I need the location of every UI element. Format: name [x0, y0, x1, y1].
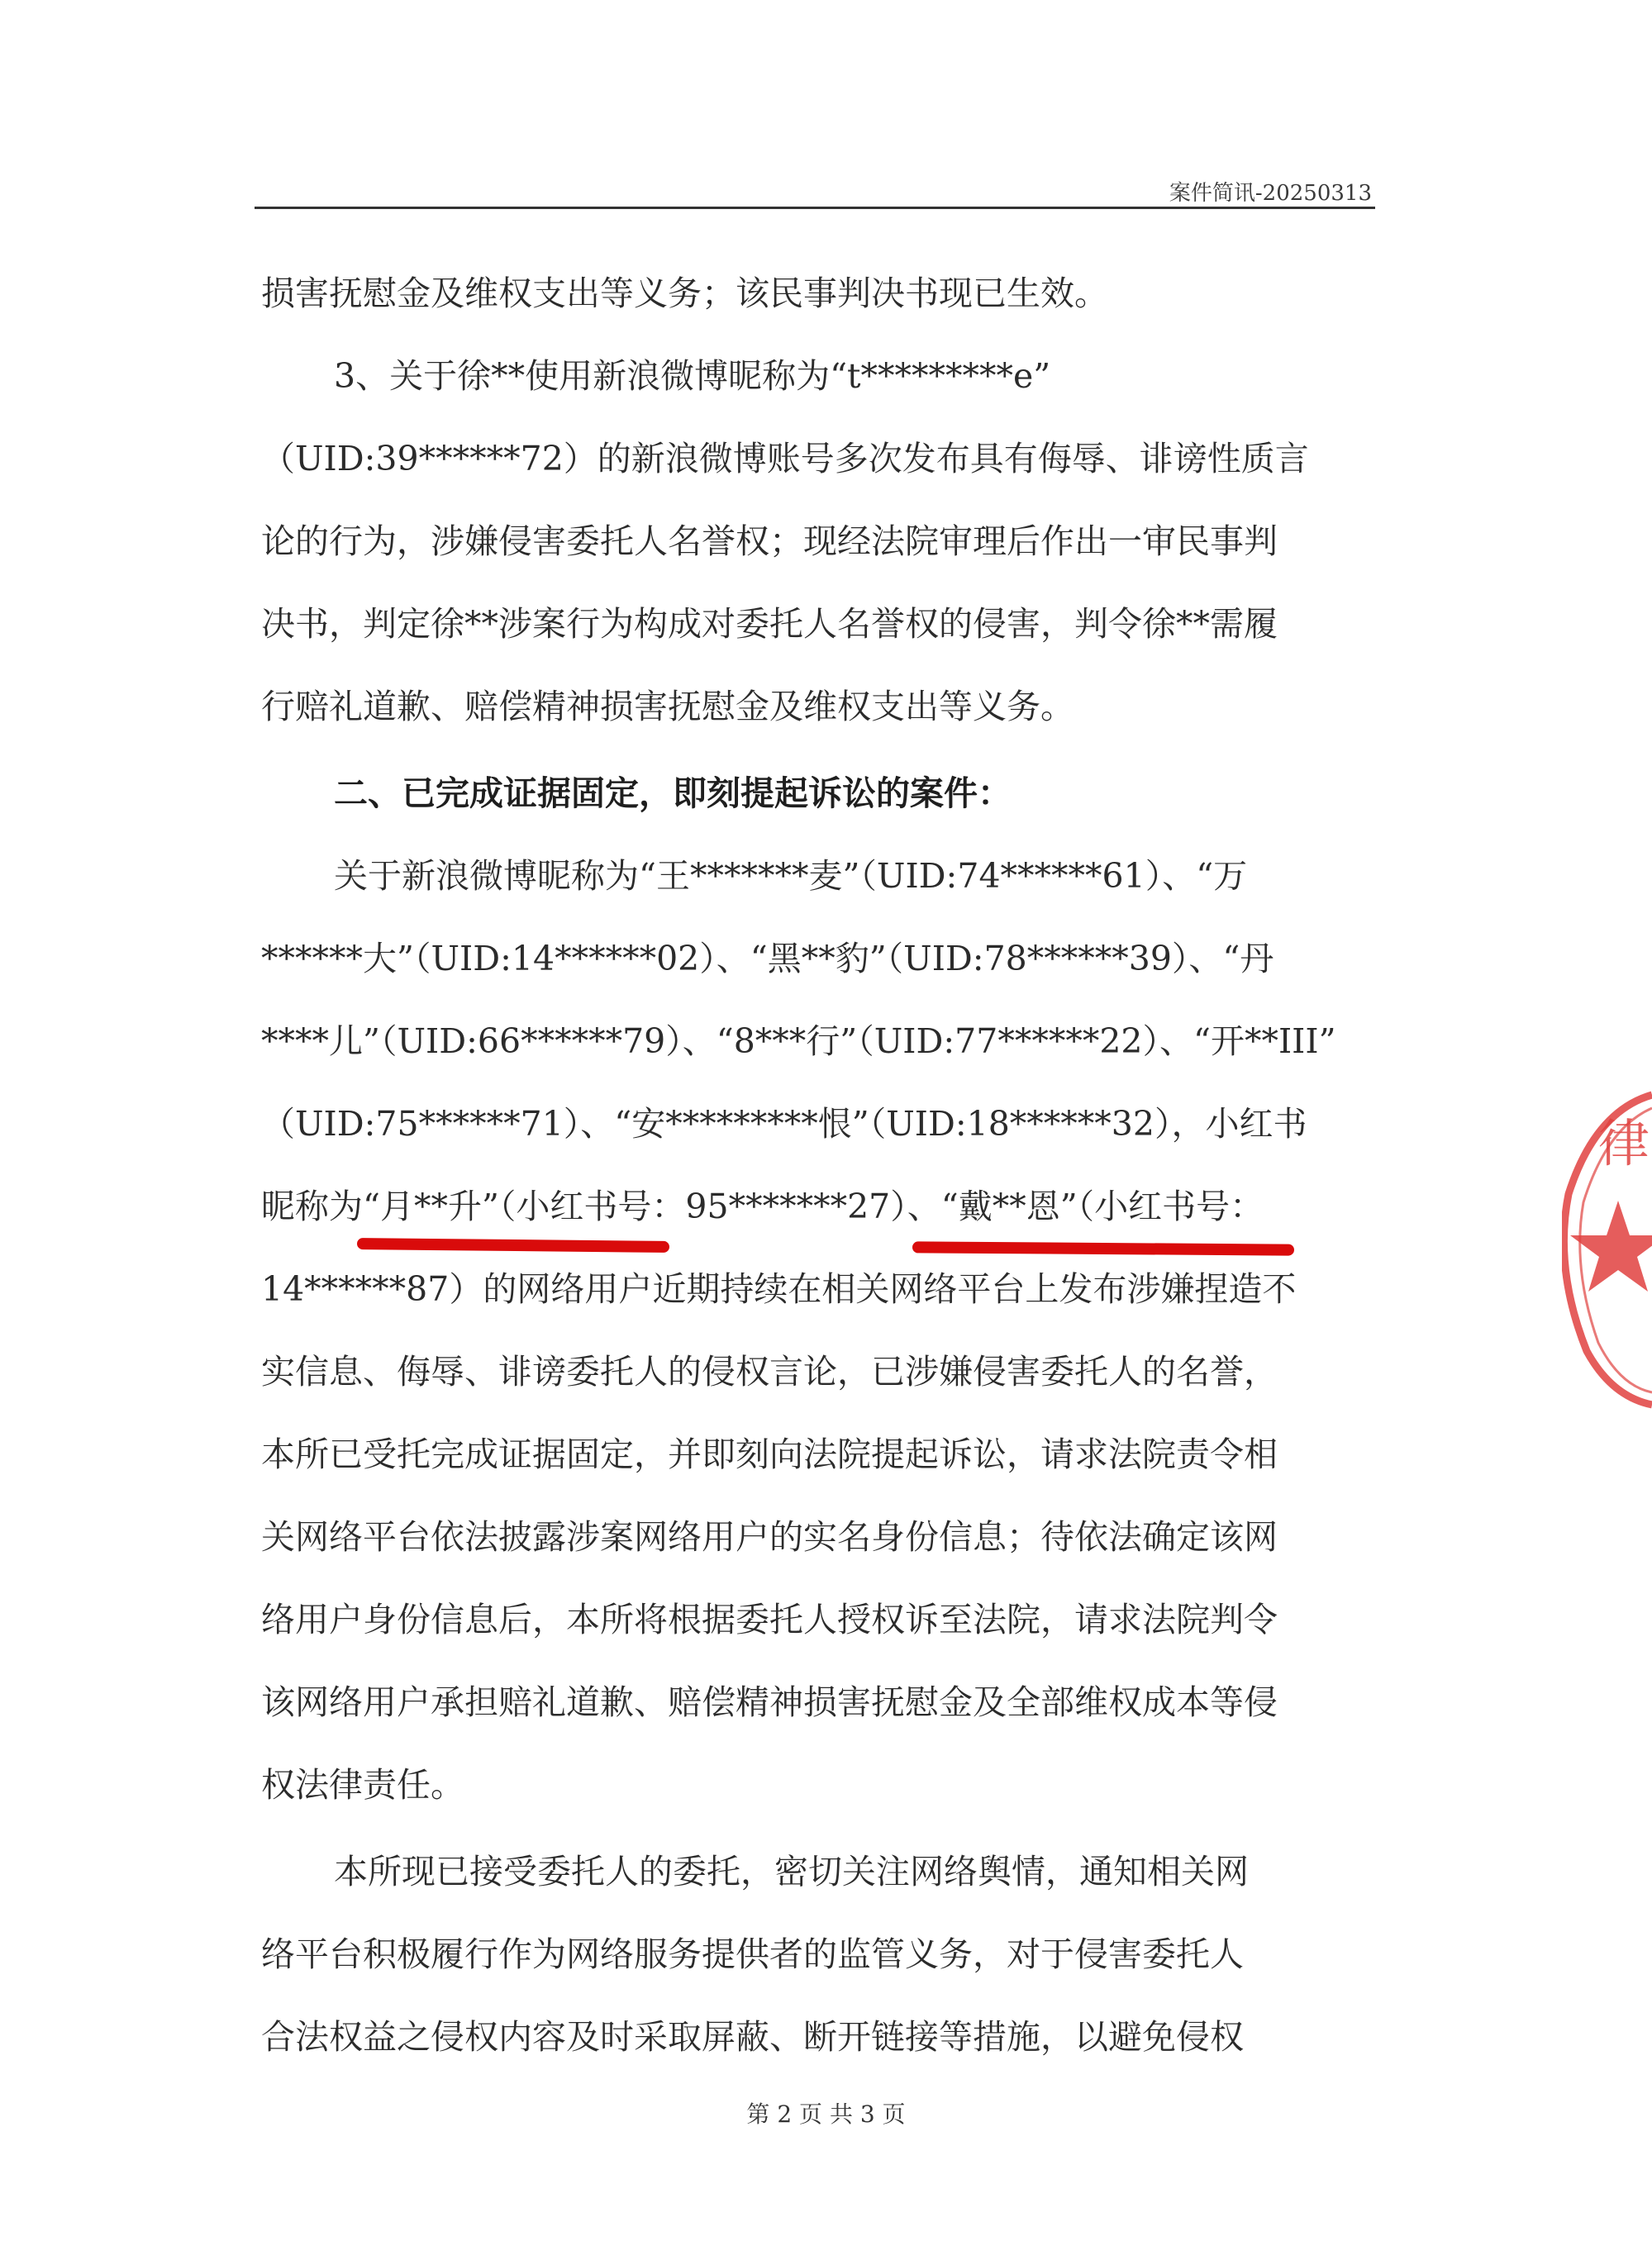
text-line: 昵称为“月**升”（小红书号：95*******27）、“戴**恩”（小红书号： — [261, 1187, 1264, 1226]
law-firm-seal — [1562, 1078, 1652, 1417]
text-line: 关于新浪微博昵称为“王*******麦”（UID:74******61）、“万 — [334, 856, 1248, 896]
text-line: 本所现已接受委托人的委托，密切关注网络舆情，通知相关网 — [334, 1852, 1249, 1891]
paragraph-monitoring — [261, 1830, 1367, 2078]
text-line: （UID:75******71）、“安*********恨”（UID:18******32），小红书 — [261, 1104, 1307, 1144]
text-line: 14******87）的网络用户近期持续在相关网络平台上发布涉嫌捏造不 — [261, 1269, 1297, 1309]
section-heading: 二、已完成证据固定，即刻提起诉讼的案件： — [334, 773, 1012, 813]
text-line: 3、关于徐**使用新浪微博昵称为“t*********e” — [334, 356, 1051, 396]
text-line: ******大”（UID:14******02）、“黑**豹”（UID:78******39）、“丹 — [261, 939, 1274, 978]
text-line: 络用户身份信息后，本所将根据委托人授权诉至法院，请求法院判令 — [261, 1600, 1278, 1639]
text-line: 行赔礼道歉、赔偿精神损害抚慰金及维权支出等义务。 — [261, 687, 1074, 726]
seal-character: 律 — [1598, 1113, 1650, 1173]
text-line: 实信息、侮辱、诽谤委托人的侵权言论，已涉嫌侵害委托人的名誉， — [261, 1352, 1278, 1392]
text-line: 络平台积极履行作为网络服务提供者的监管义务，对于侵害委托人 — [261, 1934, 1244, 1974]
text-line: 该网络用户承担赔礼道歉、赔偿精神损害抚慰金及全部维权成本等侵 — [261, 1682, 1278, 1722]
page-number: 第 2 页 共 3 页 — [746, 2101, 906, 2128]
document-id: 案件简讯-20250313 — [1169, 181, 1372, 206]
paragraph-pending-cases — [261, 835, 1367, 1826]
text-line: ****儿”（UID:66******79）、“8***行”（UID:77******22）、“开**III” — [261, 1021, 1336, 1061]
text-line: 决书，判定徐**涉案行为构成对委托人名誉权的侵害，判令徐**需履 — [261, 604, 1278, 644]
text-line: 本所已受托完成证据固定，并即刻向法院提起诉讼，请求法院责令相 — [261, 1435, 1278, 1474]
paragraph-item-3 — [261, 335, 1367, 748]
text-line: 权法律责任。 — [261, 1765, 464, 1805]
header-divider — [255, 207, 1375, 209]
text-line: （UID:39******72）的新浪微博账号多次发布具有侮辱、诽谤性质言 — [261, 439, 1309, 478]
text-line: 论的行为，涉嫌侵害委托人名誉权；现经法院审理后作出一审民事判 — [261, 521, 1278, 561]
text-line: 合法权益之侵权内容及时采取屏蔽、断开链接等措施，以避免侵权 — [261, 2017, 1244, 2057]
text-line: 关网络平台依法披露涉案网络用户的实名身份信息；待依法确定该网 — [261, 1517, 1278, 1557]
text-line: 损害抚慰金及维权支出等义务；该民事判决书现已生效。 — [261, 274, 1108, 313]
paragraph-continuation — [261, 252, 1367, 335]
